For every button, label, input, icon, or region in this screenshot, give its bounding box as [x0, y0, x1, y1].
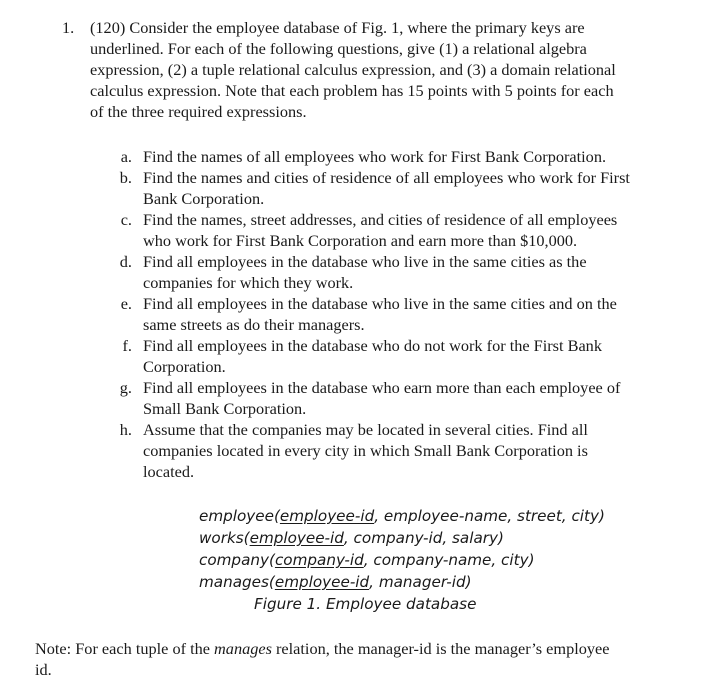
sub-question-a	[112, 146, 692, 167]
intro-line: underlined. For each of the following questions, give (1) a relational algebra	[90, 39, 587, 58]
sub-question-line: Find all employees in the database who earn more than each employee of	[143, 378, 621, 397]
sub-question-letter: h.	[119, 420, 132, 439]
sub-question-letter: c.	[120, 210, 132, 229]
sub-question-line: who work for First Bank Corporation and earn more than $10,000.	[143, 231, 578, 250]
schema-company	[199, 549, 605, 571]
sub-question-line: companies located in every city in which Small Bank Corporation is	[143, 441, 588, 460]
sub-question-letter: d.	[119, 252, 132, 271]
sub-question-line: companies for which they work.	[143, 273, 354, 292]
intro-line: (120) Consider the employee database of Fig. 1, where the primary keys are	[90, 18, 585, 37]
sub-question-d	[112, 251, 692, 293]
relation-attributes: , employee-name, street, city)	[374, 507, 605, 525]
sub-question-line: same streets as do their managers.	[143, 315, 365, 334]
sub-question-line: Find all employees in the database who live in the same cities and on the	[143, 294, 617, 313]
primary-key: company-id	[274, 551, 364, 569]
sub-question-h	[112, 419, 692, 482]
relation-attributes: , company-id, salary)	[343, 529, 504, 547]
note-paragraph	[35, 638, 695, 680]
question-intro	[90, 17, 690, 122]
sub-question-letter: b.	[119, 168, 132, 187]
sub-question-line: Corporation.	[143, 357, 226, 376]
note-line	[35, 638, 695, 659]
relation-name: company(	[199, 551, 275, 569]
question-number: 1.	[62, 18, 75, 37]
primary-key: employee-id	[249, 529, 344, 547]
relation-name: manages(	[199, 573, 275, 591]
sub-question-g	[112, 377, 692, 419]
sub-question-line: Find the names and cities of residence of all employees who work for First	[143, 168, 630, 187]
schema-figure	[199, 505, 605, 615]
note-suffix: relation, the manager-id is the manager’s employee	[271, 639, 610, 658]
sub-question-letter: a.	[120, 147, 132, 166]
relation-attributes: , manager-id)	[369, 573, 472, 591]
note-emphasis: manages	[214, 639, 272, 658]
intro-line: expression, (2) a tuple relational calculus expression, and (3) a domain relational	[90, 60, 616, 79]
sub-question-line: Find the names of all employees who work for First Bank Corporation.	[143, 147, 607, 166]
note-prefix: Note: For each tuple of the	[35, 639, 215, 658]
relation-name: works(	[199, 529, 250, 547]
sub-question-e	[112, 293, 692, 335]
note-line: id.	[35, 660, 52, 679]
sub-question-line: Find the names, street addresses, and cities of residence of all employees	[143, 210, 618, 229]
schema-works	[199, 527, 605, 549]
sub-question-line: Small Bank Corporation.	[143, 399, 307, 418]
sub-question-f	[112, 335, 692, 377]
schema-manages	[199, 571, 605, 593]
relation-name: employee(	[199, 507, 280, 525]
sub-question-line: located.	[143, 462, 195, 481]
sub-question-list	[112, 146, 692, 482]
sub-question-c	[112, 209, 692, 251]
primary-key: employee-id	[279, 507, 375, 525]
intro-line: of the three required expressions.	[90, 102, 307, 121]
sub-question-line: Assume that the companies may be located in several cities. Find all	[143, 420, 588, 439]
relation-attributes: , company-name, city)	[363, 551, 535, 569]
sub-question-letter: f.	[122, 336, 132, 355]
sub-question-line: Bank Corporation.	[143, 189, 265, 208]
intro-line: calculus expression. Note that each problem has 15 points with 5 points for each	[90, 81, 614, 100]
sub-question-letter: e.	[120, 294, 132, 313]
schema-employee	[199, 505, 605, 527]
primary-key: employee-id	[274, 573, 370, 591]
sub-question-letter: g.	[119, 378, 132, 397]
sub-question-line: Find all employees in the database who do not work for the First Bank	[143, 336, 602, 355]
figure-caption: Figure 1. Employee database	[254, 595, 477, 613]
sub-question-line: Find all employees in the database who live in the same cities as the	[143, 252, 587, 271]
sub-question-b	[112, 167, 692, 209]
